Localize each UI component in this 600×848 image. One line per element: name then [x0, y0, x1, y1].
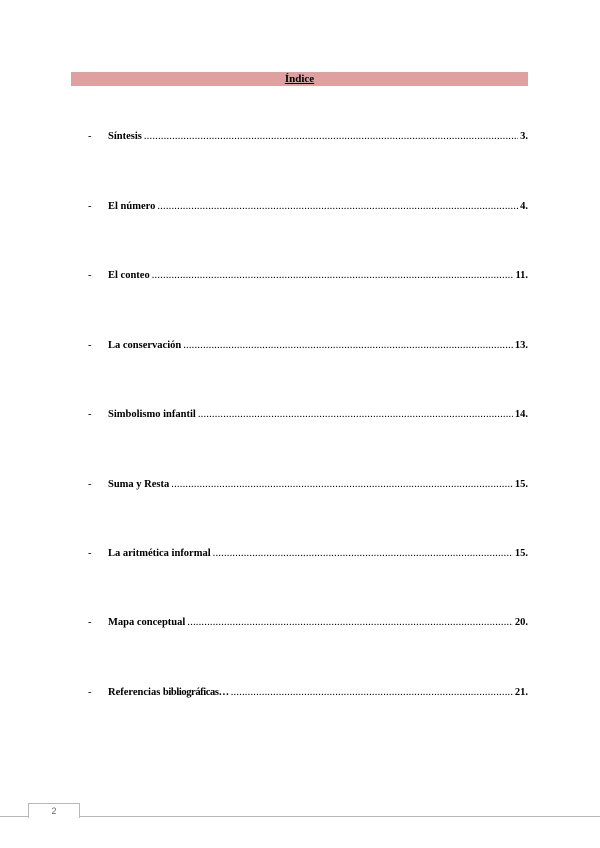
toc-entry-referencias-bibliograficas[interactable] [88, 686, 528, 700]
toc-entry-suma-y-resta[interactable] [88, 478, 528, 492]
toc-entry-aritmetica-informal[interactable] [88, 547, 528, 561]
toc-entry-title: El número [108, 201, 156, 212]
toc-entry-simbolismo-infantil[interactable] [88, 408, 528, 422]
toc-bullet: - [88, 270, 92, 281]
toc-entry-title: La aritmética informal [108, 548, 211, 559]
toc-entry-el-numero[interactable] [88, 200, 528, 214]
toc-entry-la-conservacion[interactable] [88, 339, 528, 353]
toc-dot-leader [144, 130, 518, 144]
toc-page-number: 14. [514, 409, 528, 420]
toc-dot-leader [183, 339, 513, 353]
footer-rule [0, 816, 600, 817]
toc-bullet: - [88, 340, 92, 351]
toc-bullet: - [88, 479, 92, 490]
toc-bullet: - [88, 687, 92, 698]
toc-page-number: 3. [520, 131, 528, 142]
toc-page-number: 15. [514, 479, 528, 490]
toc-dot-leader [231, 686, 513, 700]
toc-dot-leader [152, 269, 514, 283]
toc-dot-leader [213, 547, 513, 561]
toc-entry-el-conteo[interactable] [88, 269, 528, 283]
toc-entry-title-part2: bibliográficas… [162, 687, 229, 698]
toc-bullet: - [88, 409, 92, 420]
toc-entry-title: El conteo [108, 270, 150, 281]
toc-entry-title: La conservación [108, 340, 182, 351]
toc-entry-title [108, 686, 229, 700]
toc-bullet: - [88, 617, 92, 628]
footer-page-number: 2 [51, 806, 57, 816]
toc-page-number: 4. [520, 201, 528, 212]
toc-bullet: - [88, 201, 92, 212]
toc-entry-title: Síntesis [108, 131, 142, 142]
toc-page-number: 15. [514, 548, 528, 559]
toc-entry-title: Mapa conceptual [108, 617, 186, 628]
toc-bullet: - [88, 131, 92, 142]
toc-entry-title: Simbolismo infantil [108, 409, 196, 420]
toc-entry-mapa-conceptual[interactable] [88, 616, 528, 630]
toc-dot-leader [198, 408, 513, 422]
footer-page-tab [28, 803, 80, 818]
toc-dot-leader [187, 616, 513, 630]
toc-entry-sintesis[interactable] [88, 130, 528, 144]
toc-page-number: 20. [514, 617, 528, 628]
toc-entry-title-part1: Referencias [108, 687, 161, 698]
toc-dot-leader [171, 478, 513, 492]
toc-page-number: 11. [515, 270, 528, 281]
toc-page-number: 13. [514, 340, 528, 351]
toc-entry-title: Suma y Resta [108, 479, 170, 490]
index-heading: Índice [284, 73, 315, 85]
toc-page-number: 21. [514, 687, 528, 698]
toc-bullet: - [88, 548, 92, 559]
toc-dot-leader [157, 200, 518, 214]
